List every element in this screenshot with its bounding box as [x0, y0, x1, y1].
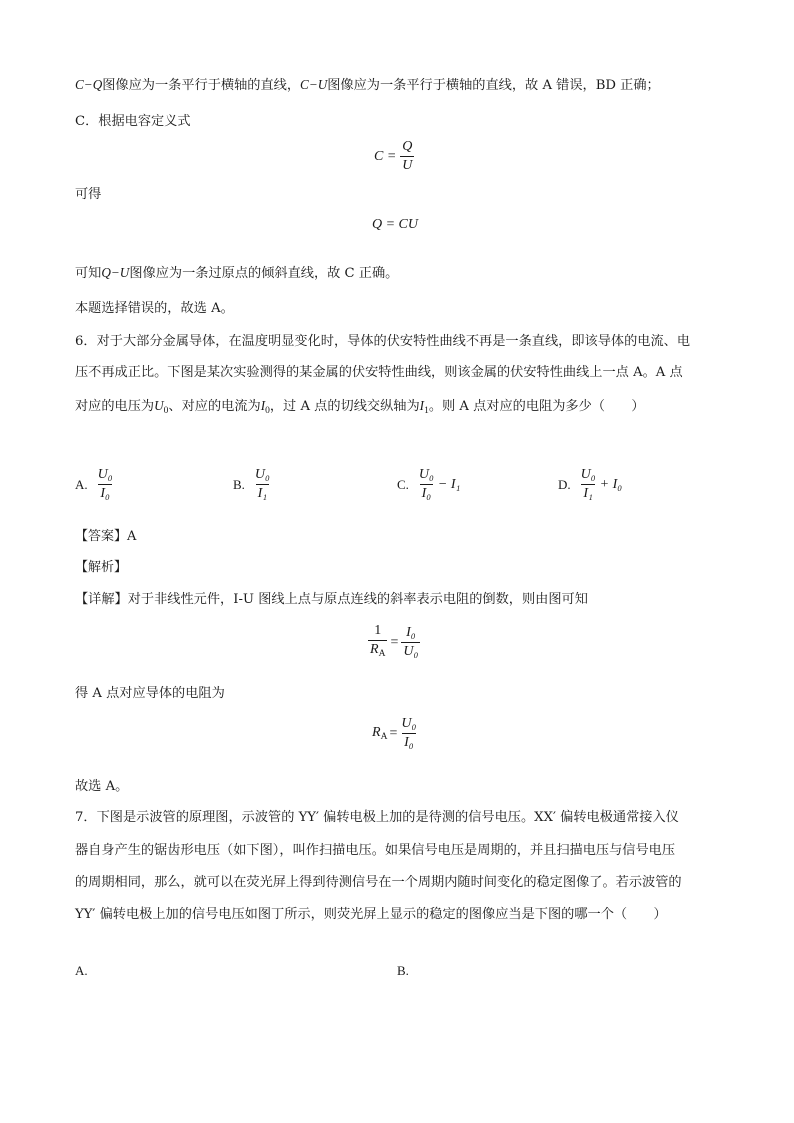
intro-line-3: 可得 — [75, 187, 102, 202]
fraction-i0-over-u0 — [401, 624, 420, 661]
q6-line-3 — [75, 395, 645, 416]
q7-line-2: 器自身产生的锯齿形电压（如下图），叫作扫描电压。如果信号电压是周期的，并且扫描电压与信号电压 — [75, 843, 676, 858]
ra-symbol: R — [370, 642, 379, 657]
c-q-symbol: C−Q — [75, 77, 103, 92]
q7-option-b[interactable] — [397, 963, 417, 979]
q7-line-4: YY′ 偏转电极上加的信号电压如图丁所示，则荧光屏上显示的稳定的图像应当是下图的哪一个（ ） — [75, 907, 667, 922]
intro-line-1 — [75, 74, 660, 93]
option-b-num: U₀ — [254, 467, 270, 482]
intro-line-5: 本题选择错误的，故选 A。 — [75, 301, 234, 316]
q6-line-3d: 。则 A 点对应的电阻为多少（ ） — [428, 399, 645, 414]
q7-line-1: 7．下图是示波管的原理图，示波管的 YY′ 偏转电极上加的是待测的信号电压。XX′ 偏转电极通常接入仪 — [75, 810, 679, 825]
u0-symbol: $U_0$ — [154, 398, 169, 416]
q7-line-3: 的周期相同，那么，就可以在荧光屏上得到待测信号在一个周期内随时间变化的稳定图像了。若示波管的 — [75, 875, 682, 890]
option-b-fraction — [253, 466, 272, 503]
get-resistance-text: 得 A 点对应导体的电阻为 — [75, 686, 225, 701]
ra-left-symbol: R — [372, 725, 381, 740]
option-d-extra: + I₀ — [599, 476, 623, 492]
option-d-label: D. — [558, 476, 571, 492]
fraction-ra-den: $R_A$ — [368, 640, 387, 663]
option-b-den: I₁ — [257, 486, 268, 501]
option-b[interactable] — [233, 466, 272, 503]
option-c-label: C. — [397, 476, 409, 492]
intro-line-1a: 图像应为一条平行于横轴的直线， — [102, 78, 301, 93]
option-d[interactable] — [558, 466, 622, 503]
q7-option-a[interactable] — [75, 963, 96, 979]
option-a-label: A. — [75, 476, 88, 492]
formula-resistance — [372, 715, 418, 752]
formula-capacitance — [374, 138, 414, 175]
fraction-u0-over-i0 — [399, 715, 418, 752]
q7-option-b-label: B. — [397, 963, 409, 978]
fraction-1-num: 1 — [374, 623, 382, 638]
option-d-num: U₀ — [580, 467, 596, 482]
answer-label: 【答案】A — [75, 529, 137, 544]
detail-text: 【详解】对于非线性元件，I-U 图线上点与原点连线的斜率表示电阻的倒数，则由图可知 — [75, 592, 588, 607]
fraction-q-over-u — [400, 138, 414, 175]
i0-symbol: $I_0$ — [260, 398, 270, 416]
option-d-den: I₁ — [583, 486, 593, 501]
i1-symbol: $I_1$ — [419, 398, 429, 416]
option-a[interactable] — [75, 466, 115, 503]
q6-line-3c: ，过 A 点的切线交纵轴为 — [269, 399, 420, 414]
formula-reciprocal-resistance — [368, 622, 420, 663]
option-c-den: I₀ — [421, 486, 432, 501]
c-u-symbol: C−U — [300, 77, 328, 92]
fraction-i0-num: I₀ — [406, 625, 416, 640]
formula-q-cu: Q = CU — [372, 217, 419, 232]
fraction-i0-den: I₀ — [404, 735, 414, 750]
fraction-den: U — [402, 158, 413, 173]
intro-line-2: C．根据电容定义式 — [75, 114, 191, 129]
option-d-fraction — [579, 466, 598, 503]
intro-line-4 — [75, 262, 398, 281]
q6-line-3a: 对应的电压为 — [75, 399, 155, 414]
q7-option-a-label: A. — [75, 963, 88, 978]
q6-line-1: 6．对于大部分金属导体，在温度明显变化时，导体的伏安特性曲线不再是一条直线，即该导体的电流、电 — [75, 334, 691, 349]
formula-c-left: C = — [374, 148, 397, 164]
equals-sign-2: = — [389, 725, 398, 741]
analysis-label: 【解析】 — [75, 560, 128, 575]
fraction-num: Q — [402, 139, 413, 154]
option-a-fraction — [96, 466, 115, 503]
choose-text: 故选 A。 — [75, 779, 129, 794]
option-b-label: B. — [233, 476, 245, 492]
intro-line-4b: 图像应为一条过原点的倾斜直线，故 C 正确。 — [129, 266, 399, 281]
fraction-u0-den: U₀ — [403, 644, 419, 659]
option-a-num: U₀ — [97, 467, 113, 482]
fraction-1-over-ra — [368, 622, 387, 663]
q6-line-2: 压不再成正比。下图是某次实验测得的某金属的伏安特性曲线，则该金属的伏安特性曲线上一点 A。A 点 — [75, 365, 683, 380]
option-a-den: I₀ — [100, 486, 110, 501]
option-c-extra: − I₁ — [437, 476, 461, 492]
fraction-u0-num: U₀ — [401, 716, 417, 731]
option-c-fraction — [417, 466, 436, 503]
option-c[interactable] — [397, 466, 460, 503]
q6-line-3b: 、对应的电流为 — [168, 399, 261, 414]
equals-sign: = — [390, 634, 399, 650]
intro-line-1b: 图像应为一条平行于横轴的直线，故 A 错误，BD 正确； — [327, 78, 660, 93]
q-u-symbol: Q−U — [101, 265, 130, 280]
intro-line-4a: 可知 — [75, 266, 102, 281]
option-c-num: U₀ — [418, 467, 434, 482]
ra-left: $R_A$ — [372, 725, 388, 742]
